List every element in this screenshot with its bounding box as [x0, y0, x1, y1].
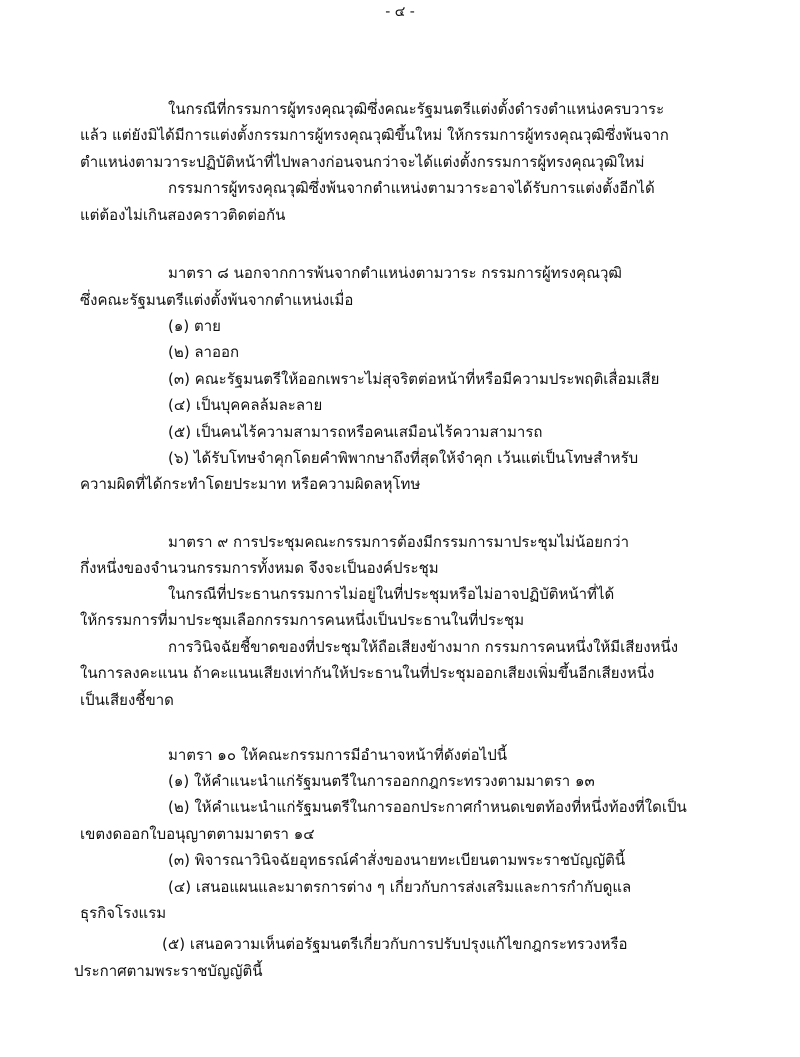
paragraph-line: เขตงดออกใบอนุญาตตามมาตรา ๑๔ [80, 825, 315, 843]
list-item: (๒) ลาออก [168, 343, 240, 361]
paragraph-line: การวินิจฉัยชี้ขาดของที่ประชุมให้ถือเสียงข้างมาก กรรมการคนหนึ่งให้มีเสียงหนึ่ง [168, 638, 679, 656]
list-item: (๓) พิจารณาวินิจฉัยอุทธรณ์คำสั่งของนายทะเบียนตามพระราชบัญญัตินี้ [168, 851, 626, 869]
page-number: - ๔ - [385, 4, 415, 20]
section-heading-line: มาตรา ๙ การประชุมคณะกรรมการต้องมีกรรมการมาประชุมไม่น้อยกว่า [168, 533, 630, 551]
list-item: (๑) ตาย [168, 317, 221, 335]
list-item: (๔) เสนอแผนและมาตรการต่าง ๆ เกี่ยวกับการส่งเสริมและการกำกับดูแล [168, 878, 632, 896]
list-item: (๔) เป็นบุคคลล้มละลาย [168, 396, 323, 414]
list-item: (๓) คณะรัฐมนตรีให้ออกเพราะไม่สุจริตต่อหน้าที่หรือมีความประพฤติเสื่อมเสีย [168, 370, 660, 388]
paragraph-line: ในกรณีที่กรรมการผู้ทรงคุณวุฒิซึ่งคณะรัฐมนตรีแต่งตั้งดำรงตำแหน่งครบวาระ [168, 100, 665, 118]
paragraph-line: แต่ต้องไม่เกินสองคราวติดต่อกัน [80, 206, 286, 224]
list-item: (๕) เสนอความเห็นต่อรัฐมนตรีเกี่ยวกับการปรับปรุงแก้ไขกฎกระทรวงหรือ [162, 935, 628, 953]
section-heading-line: มาตรา ๘ นอกจากการพ้นจากตำแหน่งตามวาระ กรรมการผู้ทรงคุณวุฒิ [168, 264, 622, 282]
paragraph-line: ธุรกิจโรงแรม [80, 904, 167, 922]
paragraph-line: ซึ่งคณะรัฐมนตรีแต่งตั้งพ้นจากตำแหน่งเมื่อ [80, 291, 354, 309]
paragraph-line: กรรมการผู้ทรงคุณวุฒิซึ่งพ้นจากตำแหน่งตามวาระอาจได้รับการแต่งตั้งอีกได้ [168, 179, 655, 197]
paragraph-line: ในกรณีที่ประธานกรรมการไม่อยู่ในที่ประชุมหรือไม่อาจปฏิบัติหน้าที่ได้ [168, 585, 615, 603]
list-item: (๕) เป็นคนไร้ความสามารถหรือคนเสมือนไร้ความสามารถ [168, 423, 543, 441]
paragraph-line: ในการลงคะแนน ถ้าคะแนนเสียงเท่ากันให้ประธานในที่ประชุมออกเสียงเพิ่มขึ้นอีกเสียงหนึ่ง [80, 664, 655, 682]
paragraph-line: ให้กรรมการที่มาประชุมเลือกกรรมการคนหนึ่งเป็นประธานในที่ประชุม [80, 611, 525, 629]
paragraph-line: ตำแหน่งตามวาระปฏิบัติหน้าที่ไปพลางก่อนจนกว่าจะได้แต่งตั้งกรรมการผู้ทรงคุณวุฒิใหม่ [80, 153, 645, 171]
paragraph-line: ความผิดที่ได้กระทำโดยประมาท หรือความผิดลหุโทษ [80, 475, 421, 493]
section-heading-line: มาตรา ๑๐ ให้คณะกรรมการมีอำนาจหน้าที่ดังต่อไปนี้ [168, 746, 507, 764]
list-item: (๖) ได้รับโทษจำคุกโดยคำพิพากษาถึงที่สุดให้จำคุก เว้นแต่เป็นโทษสำหรับ [168, 449, 639, 467]
paragraph-line: แล้ว แต่ยังมิได้มีการแต่งตั้งกรรมการผู้ทรงคุณวุฒิขึ้นใหม่ ให้กรรมการผู้ทรงคุณวุฒิซึ่งพ้นจาก [80, 126, 669, 144]
list-item: (๒) ให้คำแนะนำแก่รัฐมนตรีในการออกประกาศกำหนดเขตท้องที่หนึ่งท้องที่ใดเป็น [168, 798, 687, 816]
list-item: (๑) ให้คำแนะนำแก่รัฐมนตรีในการออกกฎกระทรวงตามมาตรา ๑๓ [168, 772, 595, 790]
paragraph-line: ประกาศตามพระราชบัญญัตินี้ [74, 962, 263, 980]
paragraph-line: กึ่งหนึ่งของจำนวนกรรมการทั้งหมด จึงจะเป็นองค์ประชุม [80, 559, 439, 577]
paragraph-line: เป็นเสียงชี้ขาด [80, 691, 174, 709]
